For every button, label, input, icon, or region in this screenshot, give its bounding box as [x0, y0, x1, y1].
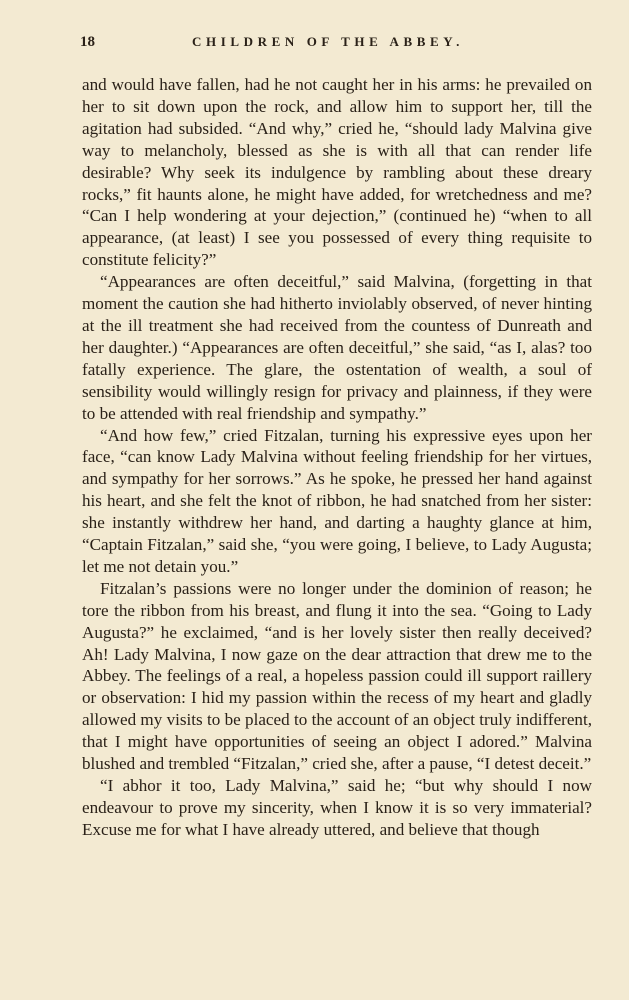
paragraph-5: “I abhor it too, Lady Malvina,” said he; “but why should I now endeavour to prove my sincerity, when I know it is so very immaterial? Excuse me for what I have already uttered, and believe that though	[82, 776, 592, 839]
body-text	[82, 74, 592, 841]
paragraph-3: “And how few,” cried Fitzalan, turning his expressive eyes upon her face, “can know Lady Malvina without feeling friendship for her virtues, and sympathy for her sorrows.” As he spoke, he pressed her hand against his heart, and she felt the knot of ribbon, he had snatched from her sister: she instantly withdrew her hand, and darting a haughty glance at him, “Captain Fitzalan,” said she, “you were going, I believe, to Lady Augusta; let me not detain you.”	[82, 425, 592, 576]
running-head	[80, 32, 580, 52]
paragraph-1: and would have fallen, had he not caught her in his arms: he prevailed on her to sit down upon the rock, and allow him to support her, till the agitation had subsided. “And why,” cried he, “should lady Malvina give way to melancholy, blessed as she is with all that can render life desirable? Why seek its indulgence by rambling about these dreary rocks,” fit haunts alone, he might have added, for wretchedness and me? “Can I help wondering at your dejection,” (continued he) “when to all appearance, (at least) I see you possessed of every thing requisite to constitute felicity?”	[82, 75, 592, 270]
running-title: CHILDREN OF THE ABBEY.	[192, 34, 464, 49]
paragraph-4: Fitzalan’s passions were no longer under the dominion of reason; he tore the ribbon from his breast, and flung it into the sea. “Going to Lady Augusta?” he exclaimed, “and is her lovely sister then really deceived? Ah! Lady Malvina, I now gaze on the dear attraction that drew me to the Abbey. The feelings of a real, a hopeless passion could ill support raillery or observation: I hid my passion within the recess of my heart and gladly allowed my visits to be placed to the account of an object truly indifferent, that I might have opportunities of seeing an object I adored.” Malvina blushed and trembled “Fitzalan,” cried she, after a pause, “I detest deceit.”	[82, 578, 592, 774]
page-number: 18	[80, 34, 95, 50]
paragraph-2: “Appearances are often deceitful,” said Malvina, (forgetting in that moment the caution she had hitherto inviolably observed, of never hinting at the ill treatment she had received from the countess of Dunreath and her daughter.) “Appearances are often deceitful,” she said, “as I, alas? too fatally experience. The glare, the ostentation of wealth, a soul of sensibility would willingly resign for privacy and plainness, if they were to be attended with real friendship and sympathy.”	[82, 272, 592, 423]
